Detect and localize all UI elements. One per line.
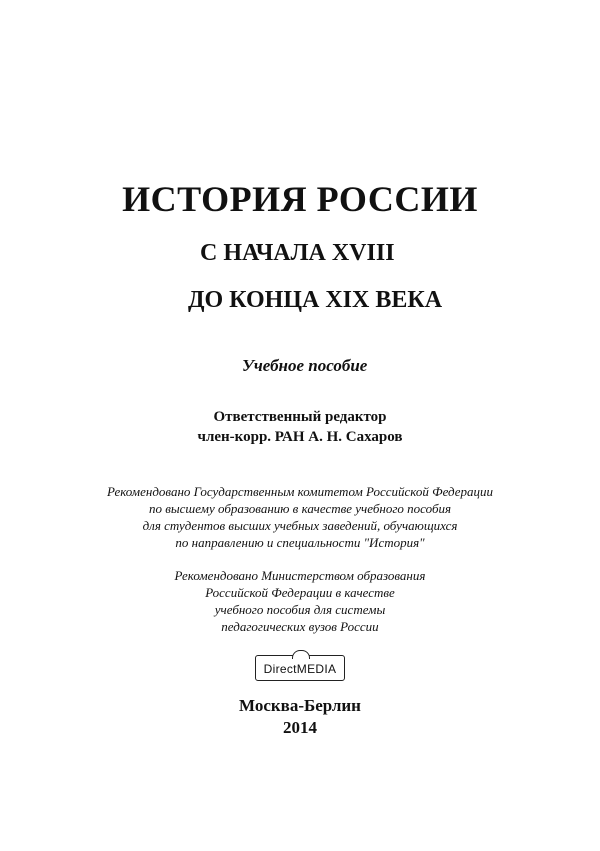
book-subtitle-line-1: С НАЧАЛА XVIII [200,240,395,266]
recommendation-line: по высшему образованию в качестве учебного пособия [148,501,452,516]
recommendation-line: учебного пособия для системы [214,602,386,617]
recommendation-line: по направлению и специальности "История" [175,535,425,550]
publication-city: Москва-Берлин [239,696,361,715]
book-title: ИСТОРИЯ РОССИИ [122,179,478,219]
publisher-logo-wrap [0,655,600,681]
book-subtitle-line-2: ДО КОНЦА XIX ВЕКА [188,287,443,313]
publication-type: Учебное пособие [242,356,368,375]
recommendation-line: педагогических вузов России [221,619,379,634]
recommendation-line: Рекомендовано Министерством образования [174,568,426,583]
editor-block [0,407,600,447]
editor-role: Ответственный редактор [213,409,387,425]
recommendation-line: Рекомендовано Государственным комитетом Российской Федерации [106,484,494,499]
recommendation-line: Российской Федерации в качестве [205,585,395,600]
recommendation-committee [0,483,600,551]
editor-name: член-корр. РАН А. Н. Сахаров [197,429,403,445]
publication-year: 2014 [283,718,317,737]
recommendation-line: для студентов высших учебных заведений, обучающихся [142,518,458,533]
publisher-logo: DirectMEDIA [255,655,346,681]
recommendation-ministry [0,567,600,635]
